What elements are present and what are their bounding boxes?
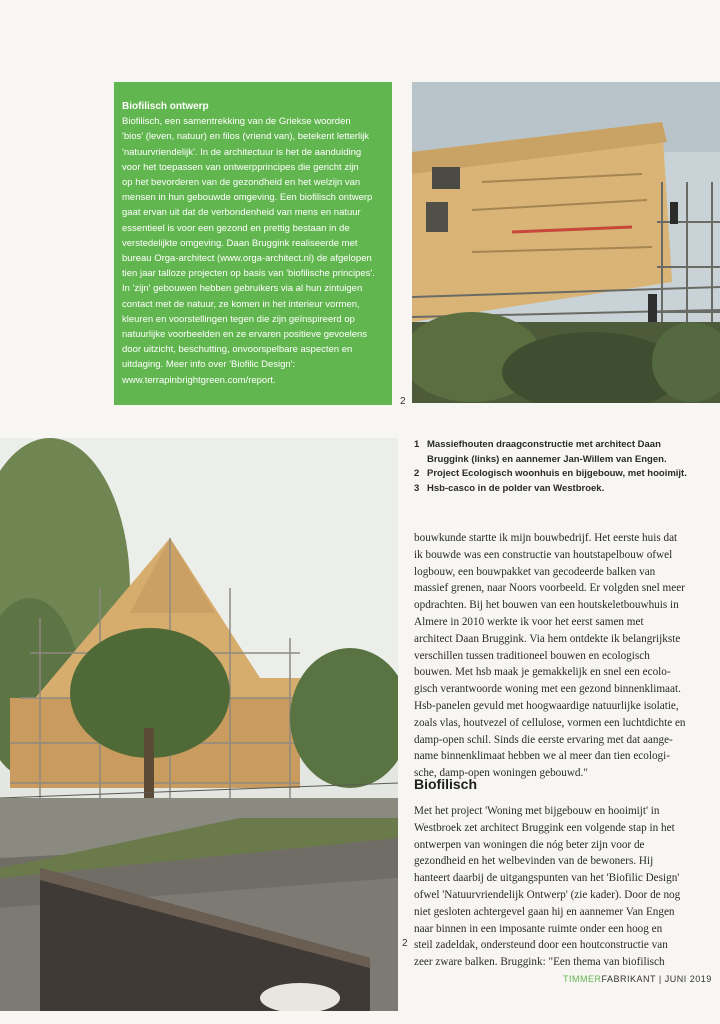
page-footer [563,974,712,984]
info-box-line: essentieel is voor een gezond en prettig bestaan in de [122,222,350,234]
caption-item [414,467,714,482]
info-box-line: kleuren en voorstellingen tegen die zijn geïnspireerd op [122,313,355,325]
photo-timber-facade [412,82,720,403]
info-box-text [122,114,384,388]
caption-line: Hsb-casco in de polder van Westbroek. [427,482,605,494]
info-box-line: natuurlijke voorbeelden en ze ervaren positieve gevoelens [122,329,368,341]
body-line: gezondheid en het welbevinden van de bewoners. Hij [414,855,654,868]
body-line: logbouw, een bouwpakket van gecodeerde balken van [414,565,656,578]
body-line: name binnenklimaat hebben we al meer dan tien ecologi- [414,750,670,763]
footer-brand-a: TIMMER [563,974,602,984]
caption-text [427,438,667,467]
info-box-line: verstedelijkte omgeving. Daan Bruggink realiseerde met [122,237,358,249]
body-line: zeer zware balken. Bruggink: "Een thema van biofilisch [414,956,665,969]
body-line: massief grenen, naar Noors voorbeeld. Er volgden snel meer [414,582,685,595]
body-line: Westbroek zet architect Bruggink een volgende stap in het [414,821,675,834]
photo-hsb-casco [0,438,398,1011]
photo-number: 2 [400,396,406,407]
info-box-line: Biofilisch, een samentrekking van de Griekse woorden [122,116,351,128]
info-box-line: mensen in hun gebouwde omgeving. Een biofilisch ontwerp [122,192,373,204]
body-line: opdrachten. Bij het bouwen van een houtskeletbouwhuis in [414,599,679,612]
body-line: Almere in 2010 werkte ik voor het eerst samen met [414,615,644,628]
info-box-heading: Biofilisch ontwerp [122,101,209,112]
caption-number: 2 [414,468,420,479]
info-box-line: door uitzicht, beschutting, onvoorspelbare aspecten en [122,344,353,356]
body-line: gisch verantwoorde woning met een gezond binnenklimaat. [414,683,681,696]
body-line: ik bouwde was een constructie van houtstapelbouw ofwel [414,548,673,561]
body-line: zoals vlas, houtvezel of cellulose, vormen een luchtdichte en [414,716,686,729]
section-heading: Biofilisch [414,776,478,792]
body-line: ofwel 'Natuurvriendelijk Ontwerp' (zie kader). Door de nog [414,888,681,901]
caption-text [427,482,604,497]
body-line: bouwkunde startte ik mijn bouwbedrijf. Het eerste huis dat [414,532,678,544]
info-box-biofilisch [114,82,392,405]
footer-brand-b: FABRIKANT [601,974,656,984]
body-line: damp-open schil. Sinds die eerste ervaring met dat aange- [414,733,673,746]
body-line: steil zadeldak, ondersteund door een houtconstructie van [414,939,668,952]
footer-issue: | JUNI 2019 [658,974,712,984]
caption-item [414,482,714,497]
article-body-1 [414,530,704,782]
body-line: Met het project 'Woning met bijgebouw en hooimijt' in [414,805,660,817]
body-line: ontwerpen van woningen die nóg beter zijn voor de [414,838,645,851]
info-box-line: op het bevorderen van de gezondheid en het welzijn van [122,177,361,189]
caption-number: 3 [414,482,420,494]
info-box-line: www.terrapinbrightgreen.com/report. [122,374,276,386]
caption-number: 1 [414,439,420,450]
info-box-line: voor het toepassen van ontwerpprincipes die gericht zijn [122,161,359,173]
info-box-line: In 'zijn' gebouwen hebben gebruikers via al hun zintuigen [122,283,363,295]
body-line: naar binnen in een imposante ruimte onder een hoog en [414,922,663,935]
body-line: hanteert daarbij de uitgangspunten van het 'Biofilic Design' [414,872,680,885]
info-box-line: contact met de natuur, ze komen in het interieur vormen, [122,298,360,310]
body-line: niet gesloten achtergevel gaan hij en aannemer Van Engen [414,905,675,918]
article-body-2 [414,803,704,971]
caption-line: Bruggink (links) en aannemer Jan-Willem van Engen. [427,453,667,465]
body-line: Hsb-panelen gevuld met hoogwaardige natuurlijke isolatie, [414,699,679,712]
info-box-line: bureau Orga-architect (www.orga-architect.nl) de afgelopen [122,253,372,265]
caption-line: Project Ecologisch woonhuis en bijgebouw, met hooimijt. [427,468,687,479]
caption-line: Massiefhouten draagconstructie met architect Daan [427,439,661,450]
body-line: sche, damp-open woningen gebouwd." [414,767,588,780]
photo-captions [414,438,714,496]
photo-number: 2 [402,938,408,949]
body-line: architect Daan Bruggink. Via hem ontdekte ik belangrijkste [414,632,681,645]
body-line: verschillen tussen traditioneel bouwen en ecologisch [414,649,650,662]
caption-item [414,438,714,467]
info-box-line: 'bios' (leven, natuur) en filos (vriend van), betekent letterlijk [122,131,370,143]
body-line: bouwen. Met hsb maak je gemakkelijk en snel een ecolo- [414,666,671,679]
info-box-line: gaat ervan uit dat de verbondenheid van mens en natuur [122,207,361,219]
info-box-line: uitdaging. Meer info over 'Biofilic Design': [122,359,296,371]
info-box-line: 'natuurvriendelijk'. In de architectuur is het de aanduiding [122,146,362,158]
info-box-line: tien jaar talloze projecten op basis van 'biofilische principes'. [122,268,375,280]
caption-text [427,467,687,482]
